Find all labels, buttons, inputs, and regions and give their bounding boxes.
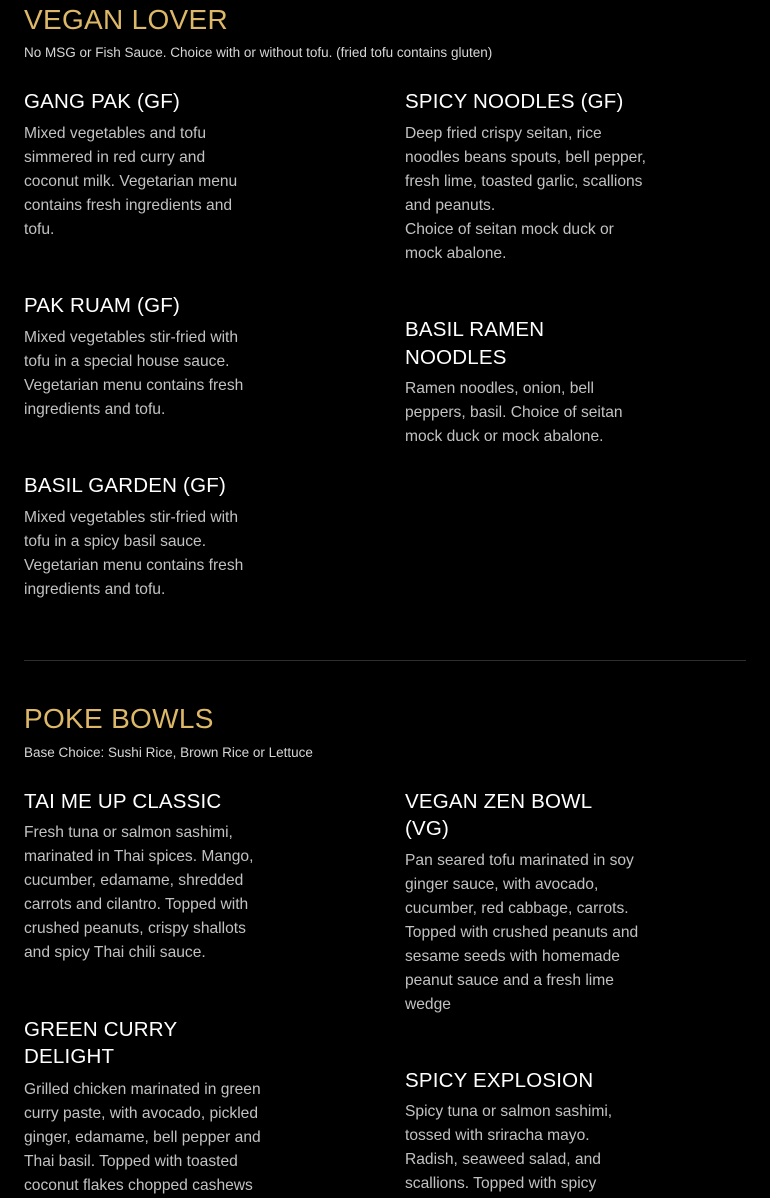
item-description: Spicy tuna or salmon sashimi, tossed with sriracha mayo. Radish, seaweed salad, and scallions. Topped with spicy: [405, 1103, 613, 1192]
item-name: BASIL GARDEN (GF): [24, 474, 226, 497]
menu-item-tai-me-up-classic: [24, 788, 294, 965]
section-divider: [24, 660, 746, 661]
menu-item-gang-pak: [24, 88, 284, 242]
item-name: GANG PAK (GF): [24, 90, 180, 113]
menu-item-pak-ruam: [24, 292, 284, 422]
item-name: BASIL RAMEN NOODLES: [405, 318, 545, 369]
menu-item-spicy-noodles: [405, 88, 685, 266]
item-name: SPICY EXPLOSION: [405, 1069, 594, 1092]
menu-item-vegan-zen-bowl: [405, 788, 685, 1017]
section-note-poke-bowls: Base Choice: Sushi Rice, Brown Rice or Lettuce: [24, 745, 313, 760]
menu-item-spicy-explosion: [405, 1067, 685, 1196]
menu-item-green-curry-delight: [24, 1016, 304, 1198]
menu-item-basil-ramen-noodles: [405, 316, 665, 449]
section-title-vegan-lover: VEGAN LOVER: [24, 4, 229, 35]
menu-item-basil-garden: [24, 472, 284, 602]
item-description: Ramen noodles, onion, bell peppers, basil. Choice of seitan mock duck or mock abalone.: [405, 380, 623, 445]
item-description: Mixed vegetables stir-fried with tofu in a spicy basil sauce. Vegetarian menu contains fresh ingredients and tofu.: [24, 509, 244, 598]
item-description: Fresh tuna or salmon sashimi, marinated in Thai spices. Mango, cucumber, edamame, shredded carrots and cilantro. Topped with crushed peanuts, crispy shallots and spicy Thai chili sauce.: [24, 824, 254, 961]
item-description: Grilled chicken marinated in green curry paste, with avocado, pickled ginger, edamame, bell pepper and Thai basil. Topped with toasted coconut flakes chopped cashews: [24, 1081, 261, 1194]
item-name: TAI ME UP CLASSIC: [24, 790, 222, 813]
item-description: Mixed vegetables and tofu simmered in red curry and coconut milk. Vegetarian menu contains fresh ingredients and tofu.: [24, 125, 238, 238]
item-description: Mixed vegetables stir-fried with tofu in a special house sauce. Vegetarian menu contains fresh ingredients and tofu.: [24, 329, 244, 418]
item-name: GREEN CURRY DELIGHT: [24, 1018, 178, 1068]
item-name: PAK RUAM (GF): [24, 294, 180, 317]
item-description: Deep fried crispy seitan, rice noodles beans spouts, bell pepper, fresh lime, toasted garlic, scallions and peanuts. Choice of seitan mock duck or mock abalone.: [405, 125, 647, 262]
section-note-vegan-lover: No MSG or Fish Sauce. Choice with or without tofu. (fried tofu contains gluten): [24, 45, 493, 60]
item-name: SPICY NOODLES (GF): [405, 90, 624, 113]
section-title-poke-bowls: POKE BOWLS: [24, 703, 214, 734]
item-description: Pan seared tofu marinated in soy ginger sauce, with avocado, cucumber, red cabbage, carrots. Topped with crushed peanuts and sesame seeds with homemade peanut sauce and a fresh lime wedge: [405, 852, 639, 1013]
item-name: VEGAN ZEN BOWL (VG): [405, 790, 593, 840]
